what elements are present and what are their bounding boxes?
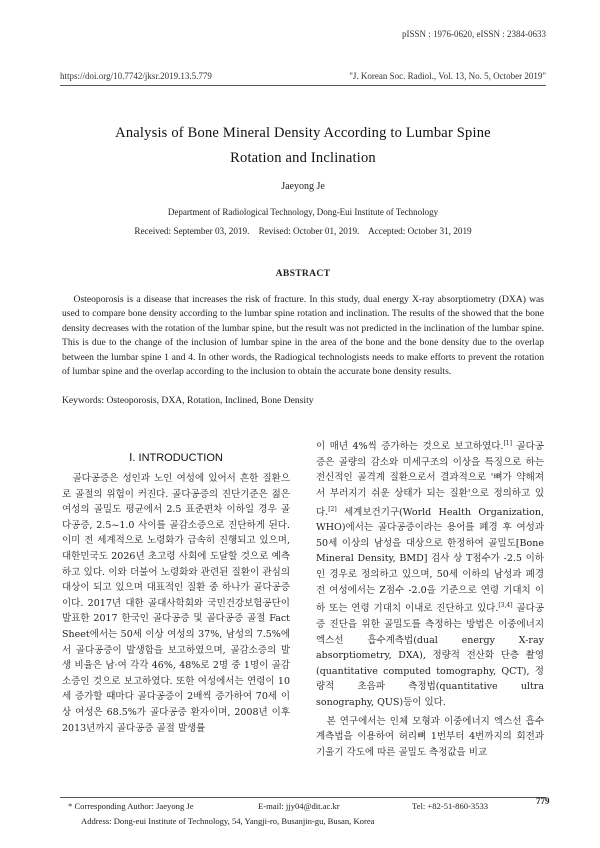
dates: Received: September 03, 2019. Revised: October 01, 2019. Accepted: October 31, 2019 [134,226,472,236]
keywords: Keywords: Osteoporosis, DXA, Rotation, Inclined, Bone Density [62,395,314,406]
abstract-heading: ABSTRACT [275,268,331,279]
address: Address: Dong-eui Institute of Technology, 54, Yangji-ro, Busanjin-gu, Busan, Korea [81,816,375,826]
paragraph-text: 골다공증은 골량의 감소와 미세구조의 이상을 특징으로 하는 전신적인 골격계 질환으로서 결과적으로 '뼈가 약해져서 부러지기 쉬운 상태가 되는 질환'으로 정의하고 있다. [316,441,544,518]
title-line-1: Analysis of Bone Mineral Density According to Lumbar Spine [115,125,491,141]
citation-ref[interactable]: [3,4] [498,602,513,610]
author: Jaeyong Je [281,181,325,192]
citation-ref[interactable]: [1] [503,440,512,447]
telephone: Tel: +82-51-860-3533 [412,801,489,811]
paragraph-text: 이 매년 4%씩 증가하는 것으로 보고하였다. [316,441,504,453]
title-line-2: Rotation and Inclination [230,150,376,166]
right-column [316,436,544,760]
intro-paragraph-2: 본 연구에서는 인체 모형과 이중에너지 엑스선 흡수계측법을 이용하여 허리뼈 1번부터 4번까지의 회전과 기울기 각도에 따른 골밀도 측정값을 비교 [316,715,544,758]
doi-link[interactable]: https://doi.org/10.7742/jksr.2019.13.5.779 [60,71,212,81]
intro-paragraph-1-cont [316,436,544,711]
page-number: 779 [536,796,550,806]
citation-ref[interactable]: [2] [328,505,337,513]
paragraph-text: 세계보건기구(World Health Organization, WHO)에서는 골다공증이라는 용어를 폐경 후 여성과 50세 이상의 남성을 대상으로 한정하여 골밀도[Bone Mineral Density, BMD] 검사 상 T점수가 -2.5 이하인 경우로 정의하고 있으며, 50세 이하의 남성과 폐경 전 여성에서는 Z점수 -2.0을 기준으로 연령 기대치 이하 또는 연령 기대치 이내로 진단하고 있다. [316,506,544,615]
corresponding-author: * Corresponding Author: Jaeyong Je [68,801,194,811]
paragraph-text: 골다공증 진단을 위한 골밀도를 측정하는 방법은 이중에너지 엑스선 흡수계측법(dual energy X-ray absorptiometry, DXA), 정량적 전산화 단층 촬영(quantitative computed tomography, QCT), 정량적 초음파 측정법(quantitative ultra sonography, QUS)등이 있다. [316,603,544,708]
intro-paragraph-1: 골다공증은 성인과 노인 여성에 있어서 흔한 질환으로 골절의 위험이 커진다. 골다공증의 진단기준은 젊은 여성의 골밀도 평균에서 2.5 표준편차 이하일 경우 골다공증, 2.5~1.0 사이를 골감소증으로 진단하게 된다. 이미 전 세계적으로 노령화가 급속히 진행되고 있으며, 대한민국도 2026년 초고령 사회에 도달할 것으로 예측하고 있다. 이와 더불어 노령화와 관련된 질환이 관심의 대상이 되고 있으며 대표적인 질환 중 하나가 골다공증이다. 2017년 대한 골대사학회와 국민건강보험공단이 발표한 2017 한국인 골다공증 및 골다공증 골절 Fact Sheet에서는 50세 이상 여성의 37%, 남성의 7.5%에서 골다공증이 발생함을 보고하였으며, 골감소증의 발생 비율은 남·여 각각 46%, 48%로 2명 중 1명이 골감소증인 것으로 보고하였다. 또한 여성에서는 연령이 10세 증가할 때마다 골다공증이 2배씩 증가하여 70세 이상 여성은 68.5%가 골다공증 환자이며, 2008년 이후 2013년까지 골다공증 골절 발생률 [62,473,290,734]
affiliation: Department of Radiological Technology, Dong-Eui Institute of Technology [167,207,439,217]
email[interactable]: E-mail: jjy04@dit.ac.kr [258,801,340,811]
journal-citation: "J. Korean Soc. Radiol., Vol. 13, No. 5, October 2019" [349,71,546,81]
issn: pISSN : 1976-0620, eISSN : 2384-0633 [401,29,546,39]
header-rule [60,85,546,86]
footer-rule [60,797,546,798]
abstract-body: Osteoporosis is a disease that increases the risk of fracture. In this study, dual energy X-ray absorptiometry (DXA) was used to compare bone density according to the lumbar spine rotation and inclination. The results of the showed that the bone density decreases with the rotation of the lumbar spine, but the result was not predicted in the inclination of the lumbar spine. This is due to the change of the inclusion of lumbar spine in the area of the bone and the bone density due to the overlap between the lumbar spine 1 and 4. In other words, the Radiogical technologists needs to make efforts to prevent the rotation of lumbar spine and the overlap according to the inclusion to obtain the accurate bone density results. [62,294,544,378]
section-heading: Ⅰ. INTRODUCTION [129,452,223,464]
left-column [62,471,290,736]
